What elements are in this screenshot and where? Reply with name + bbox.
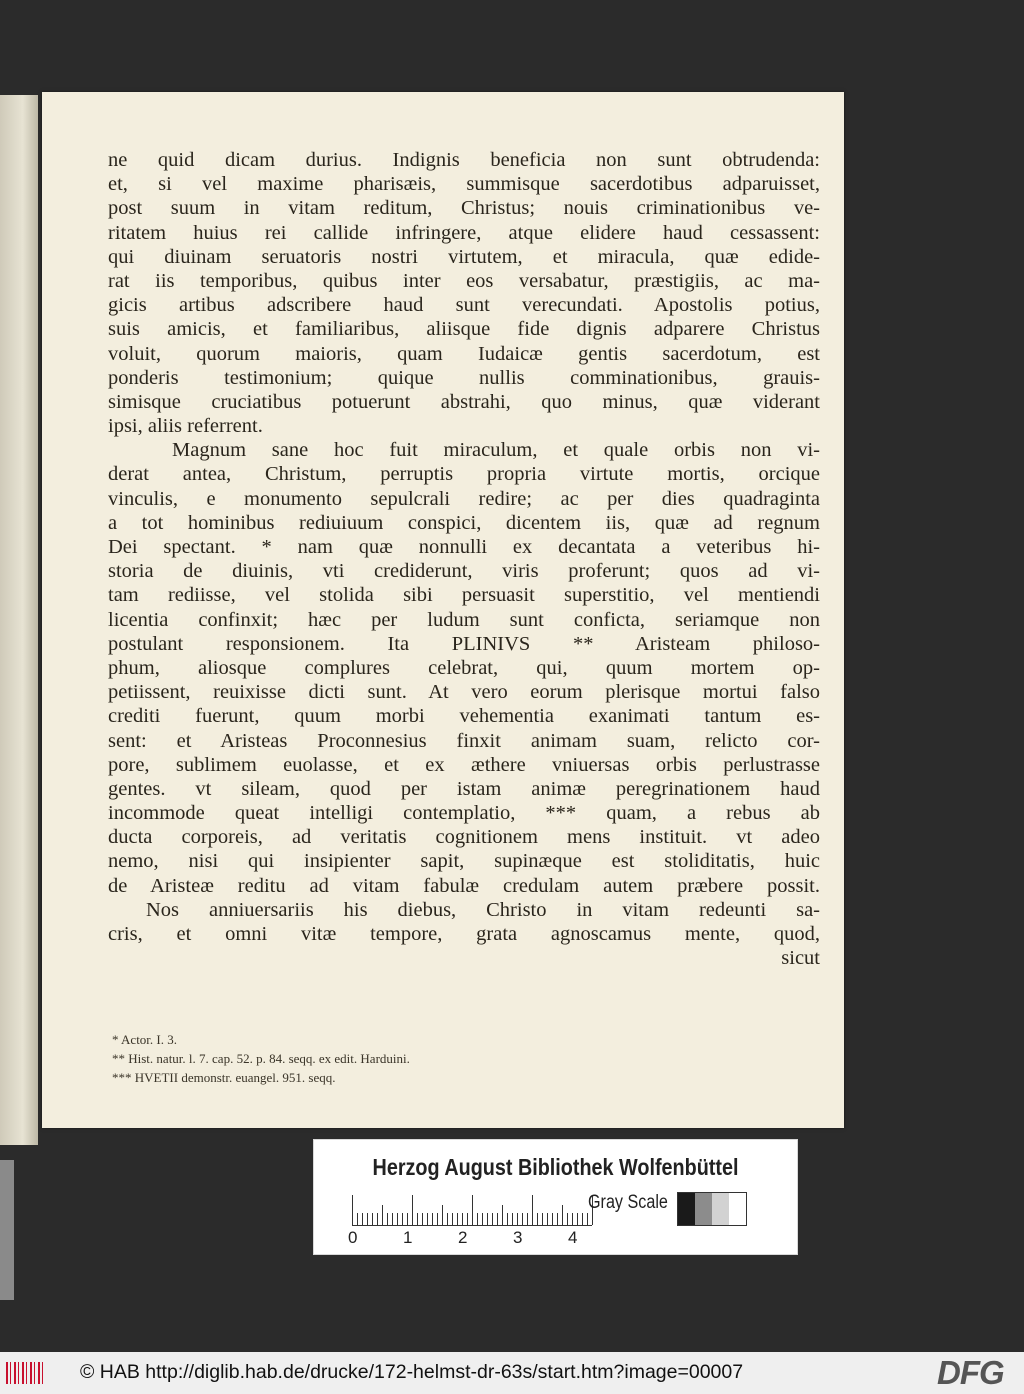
ruler-label: 3 (513, 1228, 523, 1247)
ruler-tick (512, 1213, 513, 1225)
gray-scale-label: Gray Scale (588, 1192, 668, 1213)
book-page (42, 92, 844, 1128)
ruler-tick (547, 1213, 548, 1225)
ruler-tick (587, 1213, 588, 1225)
ruler-tick (467, 1213, 468, 1225)
ruler-tick (517, 1213, 518, 1225)
library-name: Herzog August Bibliothek Wolfenbüttel (372, 1154, 739, 1180)
ruler-tick (487, 1213, 488, 1225)
ruler-tick (582, 1213, 583, 1225)
text-line: derat antea, Christum, perruptis propria virtute mortis, orcique (108, 463, 820, 486)
text-line: Magnum sane hoc fuit miraculum, et quale orbis non vi- (172, 439, 820, 462)
text-line: rat iis temporibus, quibus inter eos versabatur, præstigiis, ac ma- (108, 269, 820, 292)
text-line: ne quid dicam durius. Indignis beneficia non sunt obtrudenda: (108, 149, 820, 171)
ruler-tick (572, 1213, 573, 1225)
text-line: ritatem huius rei callide infringere, atque elidere haud cessassent: (108, 221, 820, 244)
gray-swatch (729, 1193, 746, 1225)
text-line: storia de diuinis, vti crediderunt, viris proferunt; quos ad vi- (108, 560, 820, 583)
text-line: cris, et omni vitæ tempore, grata agnoscamus mente, quod, (108, 923, 820, 945)
text-line: ducta corporeis, ad veritatis cognitionem mens instituit. vt adeo (108, 826, 820, 849)
text-line: phum, aliosque complures celebrat, qui, quum mortem op- (108, 656, 820, 679)
color-target-card (313, 1139, 798, 1255)
ruler-tick (352, 1195, 353, 1225)
ruler-tick (437, 1213, 438, 1225)
text-line: ipsi, aliis referrent. (108, 415, 263, 438)
ruler-tick (377, 1213, 378, 1225)
ruler-label: 1 (403, 1228, 413, 1247)
text-line: post suum in vitam reditum, Christus; nouis criminationibus ve- (108, 197, 820, 220)
text-line: gicis artibus adscribere haud sunt verecundati. Apostolis potius, (108, 294, 820, 317)
text-line: a tot hominibus rediuiuum conspici, dicentem iis, quæ ad regnum (108, 511, 820, 534)
ruler-label: 0 (348, 1228, 358, 1247)
text-line: voluit, quorum maioris, quam Iudaicæ gentis sacerdotum, est (108, 342, 820, 365)
barcode-icon (6, 1362, 46, 1384)
ruler-label: 2 (458, 1228, 468, 1247)
ruler-tick (417, 1213, 418, 1225)
ruler-tick (457, 1213, 458, 1225)
ruler-tick (577, 1213, 578, 1225)
text-line: Dei spectant. * nam quæ nonnulli ex decantata a veteribus hi- (108, 536, 820, 558)
text-line: petiissent, reuixisse dicti sunt. At vero eorum plerisque mortui falso (108, 681, 820, 704)
ruler-tick (532, 1195, 533, 1225)
ruler-tick (567, 1213, 568, 1225)
gray-swatch (678, 1193, 695, 1225)
ruler-tick (432, 1213, 433, 1225)
footnote: * Actor. I. 3. (112, 1032, 177, 1047)
footer-bar (0, 1352, 1024, 1394)
gray-swatch (712, 1193, 729, 1225)
dfg-logo: DFG (937, 1354, 1004, 1391)
text-line: licentia confinxit; hæc per ludum sunt conficta, seriamque non (108, 608, 820, 631)
ruler-tick (522, 1213, 523, 1225)
ruler-tick (482, 1213, 483, 1225)
ruler-label: 4 (568, 1228, 578, 1247)
text-line: gentes. vt sileam, quod per istam animæ peregrinationem haud (108, 777, 820, 800)
page-stack-edge (0, 1160, 14, 1300)
source-url-link[interactable]: © HAB http://diglib.hab.de/drucke/172-helmst-dr-63s/start.htm?image=00007 (80, 1361, 744, 1383)
previous-page-edge (0, 95, 38, 1145)
ruler-tick (407, 1213, 408, 1225)
text-line: nemo, nisi qui insipienter sapit, supinæque est stoliditatis, huic (108, 850, 820, 873)
ruler-tick (422, 1213, 423, 1225)
ruler-tick (527, 1213, 528, 1225)
text-line: de Aristeæ reditu ad vitam fabulæ credulam autem præbere possit. (108, 874, 820, 897)
ruler-tick (427, 1213, 428, 1225)
ruler-tick (557, 1213, 558, 1225)
ruler-tick (472, 1195, 473, 1225)
ruler-tick (497, 1213, 498, 1225)
ruler-tick (447, 1213, 448, 1225)
ruler-tick (537, 1213, 538, 1225)
text-line: pore, sublimem euolasse, et ex æthere vniuersas orbis perlustrasse (108, 753, 820, 776)
ruler-tick (392, 1213, 393, 1225)
text-line: tam rediisse, vel stolida sibi persuasit superstitio, vel mentiendi (108, 584, 820, 607)
ruler-tick (507, 1213, 508, 1225)
ruler-tick (477, 1213, 478, 1225)
footnote: *** HVETII demonstr. euangel. 951. seqq. (112, 1070, 336, 1085)
ruler-tick (542, 1213, 543, 1225)
ruler-tick (382, 1205, 383, 1225)
catchword: sicut (781, 947, 820, 970)
ruler-tick (357, 1213, 358, 1225)
text-line: incommode queat intelligi contemplatio, *** quam, a rebus ab (108, 802, 820, 825)
text-line: sent: et Aristeas Proconnesius finxit animam suam, relicto cor- (108, 729, 820, 752)
ruler-tick (412, 1195, 413, 1225)
text-line: simisque cruciatibus potuerunt abstrahi, quo minus, quæ viderant (108, 390, 820, 413)
text-line: suis amicis, et familiaribus, aliisque fide dignis adparere Christus (108, 318, 820, 341)
text-line: et, si vel maxime pharisæis, summisque sacerdotibus adparuisset, (108, 173, 820, 196)
text-line: postulant responsionem. Ita PLINIVS ** Aristeam philoso- (108, 632, 820, 655)
ruler-tick (402, 1213, 403, 1225)
ruler-tick (397, 1213, 398, 1225)
ruler-tick (367, 1213, 368, 1225)
text-line: vinculis, e monumento sepulcrali redire; ac per dies quadraginta (108, 487, 820, 510)
text-line: qui diuinam seruatoris nostri virtutem, et miracula, quæ edide- (108, 245, 820, 268)
ruler-tick (362, 1213, 363, 1225)
ruler-tick (387, 1213, 388, 1225)
text-line: ponderis testimonium; quique nullis comminationibus, grauis- (108, 366, 820, 389)
gray-swatch (695, 1193, 712, 1225)
gray-scale-bar (677, 1192, 747, 1226)
ruler-tick (502, 1205, 503, 1225)
ruler-tick (452, 1213, 453, 1225)
ruler-tick (442, 1205, 443, 1225)
footnote: ** Hist. natur. l. 7. cap. 52. p. 84. seqq. ex edit. Harduini. (112, 1051, 410, 1066)
text-line: Nos anniuersariis his diebus, Christo in vitam redeunti sa- (146, 898, 820, 921)
ruler-tick (492, 1213, 493, 1225)
page-body-text (108, 148, 820, 970)
ruler-tick (372, 1213, 373, 1225)
ruler-tick (552, 1213, 553, 1225)
ruler-tick (462, 1213, 463, 1225)
scale-ruler (352, 1195, 592, 1226)
text-line: crediti fuerunt, quum morbi vehementia exanimati tantum es- (108, 705, 820, 728)
footnotes (112, 1030, 752, 1087)
ruler-tick (562, 1205, 563, 1225)
